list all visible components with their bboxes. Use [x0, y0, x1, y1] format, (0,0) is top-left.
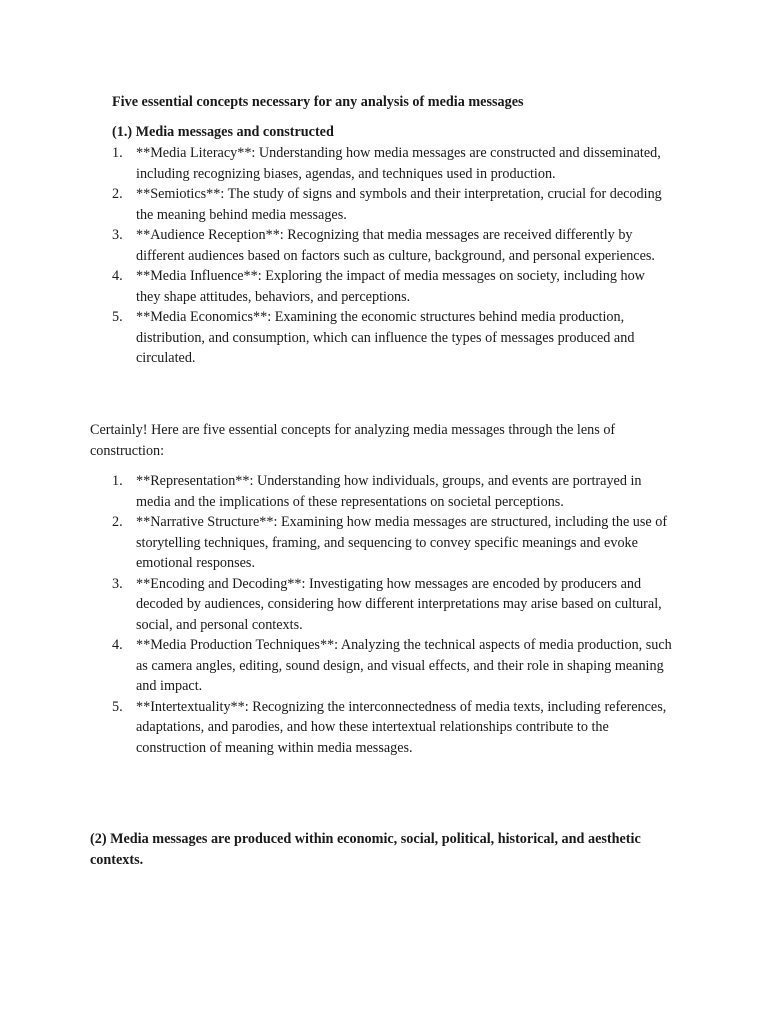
- list-item-number: 2.: [112, 514, 123, 530]
- list-item: [112, 471, 672, 512]
- list-item-number: 4.: [112, 637, 123, 653]
- intro-paragraph: Certainly! Here are five essential concepts for analyzing media messages through the lens of construction:: [90, 422, 616, 459]
- list-item: [112, 184, 672, 225]
- list-item-text: **Encoding and Decoding**: Investigating how messages are encoded by producers and decoded by audiences, considering how different interpretations may arise based on cultural, social, and personal contexts.: [136, 575, 662, 633]
- list-item-text: **Media Economics**: Examining the economic structures behind media production, distribution, and consumption, which can influence the types of messages produced and circulated.: [136, 309, 635, 366]
- document-title: Five essential concepts necessary for any analysis of media messages: [112, 94, 524, 110]
- list-item: [112, 143, 672, 184]
- list-item-text: **Intertextuality**: Recognizing the interconnectedness of media texts, including references, adaptations, and parodies, and how these intertextual relationships contribute to the construction of meaning within media messages.: [136, 698, 667, 756]
- list-item-number: 3.: [112, 227, 123, 243]
- list-item-text: **Narrative Structure**: Examining how media messages are structured, including the use of storytelling techniques, framing, and sequencing to convey specific meanings and evoke emotional responses.: [136, 514, 668, 571]
- list-item-number: 2.: [112, 186, 123, 202]
- list-item: [112, 574, 672, 636]
- list-item: [112, 225, 672, 266]
- construction-concepts-list: [112, 471, 672, 758]
- list-item: [112, 635, 672, 697]
- list-item-number: 4.: [112, 268, 123, 284]
- list-item-text: **Media Literacy**: Understanding how media messages are constructed and disseminated, including recognizing biases, agendas, and techniques used in production.: [136, 145, 661, 182]
- list-item-text: **Media Production Techniques**: Analyzing the technical aspects of media production, such as camera angles, editing, sound design, and visual effects, and their role in shaping meaning and impact.: [136, 637, 672, 694]
- list-item-number: 5.: [112, 698, 123, 715]
- section1-heading: (1.) Media messages and constructed: [112, 124, 334, 140]
- list-item: [112, 697, 672, 759]
- list-item: [112, 266, 672, 307]
- list-item-number: 3.: [112, 575, 123, 592]
- list-item: [112, 307, 672, 369]
- list-item-text: **Audience Reception**: Recognizing that media messages are received differently by different audiences based on factors such as culture, background, and personal experiences.: [136, 227, 655, 264]
- list-item: [112, 512, 672, 574]
- list-item-text: **Media Influence**: Exploring the impact of media messages on society, including how they shape attitudes, behaviors, and perceptions.: [136, 268, 645, 305]
- section2-heading: (2) Media messages are produced within economic, social, political, historical, and aesthetic contexts.: [90, 831, 641, 868]
- list-item-number: 1.: [112, 473, 123, 489]
- list-item-text: **Representation**: Understanding how individuals, groups, and events are portrayed in media and the implications of these representations on societal perceptions.: [136, 473, 642, 510]
- section1-list: [112, 143, 672, 369]
- list-item-number: 1.: [112, 145, 123, 161]
- list-item-text: **Semiotics**: The study of signs and symbols and their interpretation, crucial for decoding the meaning behind media messages.: [136, 186, 662, 223]
- list-item-number: 5.: [112, 309, 123, 325]
